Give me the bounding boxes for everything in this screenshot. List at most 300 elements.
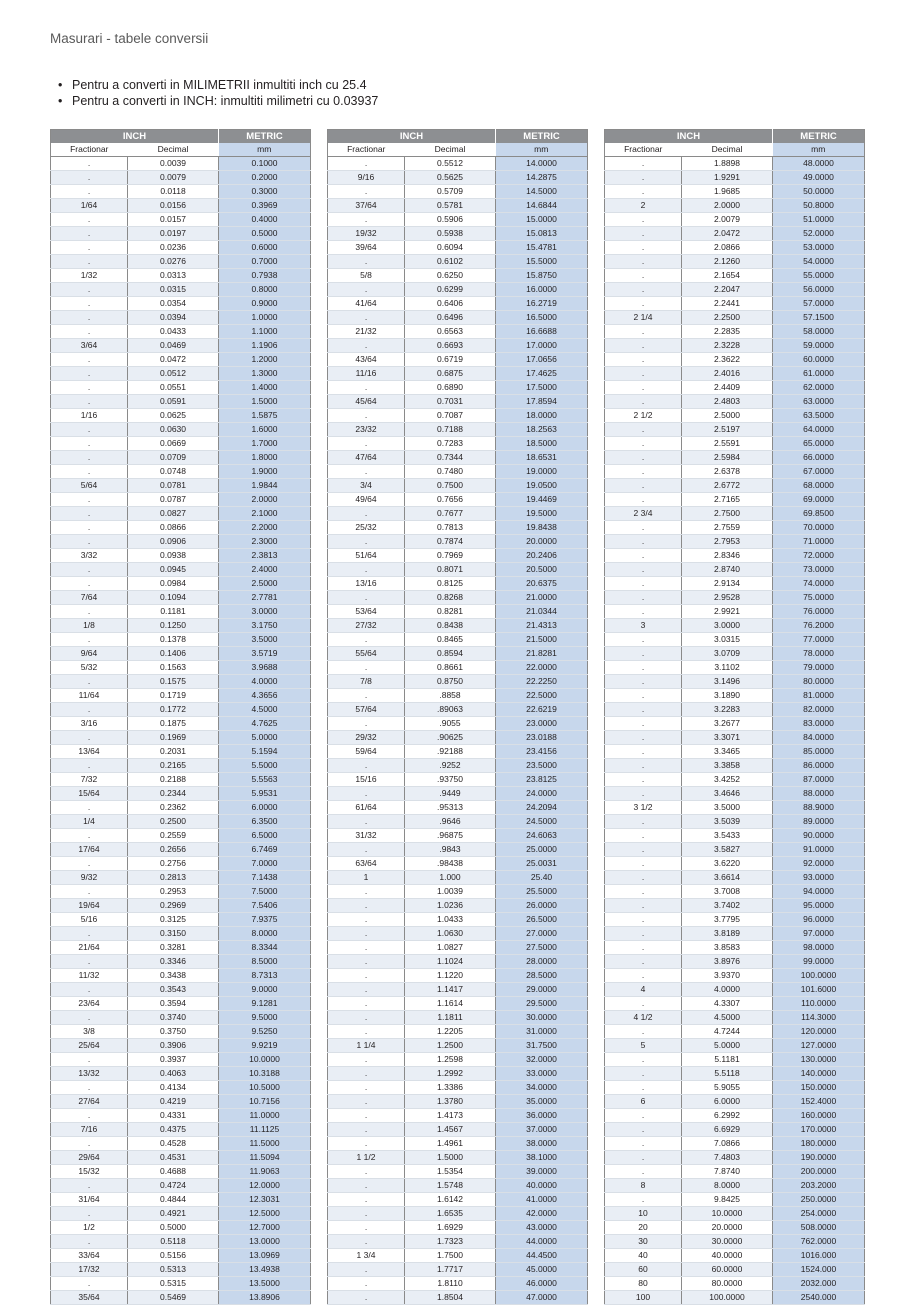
mm-cell: 1.4000 — [219, 381, 311, 395]
table-row — [605, 1081, 865, 1095]
mm-cell: 20.2406 — [496, 549, 588, 563]
decimal-cell: 9.8425 — [682, 1193, 773, 1207]
table-row — [51, 437, 311, 451]
table-row — [328, 1137, 588, 1151]
mm-cell: 69.8500 — [773, 507, 865, 521]
fractional-cell: . — [51, 675, 128, 689]
decimal-cell: 0.0156 — [128, 199, 219, 213]
table-row — [605, 703, 865, 717]
table-row — [51, 1039, 311, 1053]
mm-cell: 1.9844 — [219, 479, 311, 493]
decimal-cell: 7.0866 — [682, 1137, 773, 1151]
table-row — [328, 367, 588, 381]
fractional-cell: . — [605, 227, 682, 241]
fractional-cell: 31/64 — [51, 1193, 128, 1207]
decimal-cell: 3.1496 — [682, 675, 773, 689]
table-row — [51, 381, 311, 395]
mm-cell: 1.0000 — [219, 311, 311, 325]
table-row — [51, 493, 311, 507]
mm-cell: 92.0000 — [773, 857, 865, 871]
mm-cell: 23.5000 — [496, 759, 588, 773]
mm-cell: 37.0000 — [496, 1123, 588, 1137]
table-row — [328, 395, 588, 409]
decimal-cell: 0.6299 — [405, 283, 496, 297]
mm-cell: 95.0000 — [773, 899, 865, 913]
fractional-cell: 23/32 — [328, 423, 405, 437]
decimal-cell: 0.0039 — [128, 157, 219, 171]
decimal-cell: 0.3543 — [128, 983, 219, 997]
mm-cell: 18.0000 — [496, 409, 588, 423]
fractional-cell: 9/64 — [51, 647, 128, 661]
table-row — [328, 703, 588, 717]
fractional-cell: . — [51, 1235, 128, 1249]
decimal-cell: 0.3125 — [128, 913, 219, 927]
fractional-cell: . — [605, 759, 682, 773]
table-row — [605, 563, 865, 577]
fractional-cell: . — [51, 395, 128, 409]
decimal-cell: 0.5781 — [405, 199, 496, 213]
decimal-cell: 0.0938 — [128, 549, 219, 563]
decimal-cell: 2.0079 — [682, 213, 773, 227]
decimal-cell: 10.0000 — [682, 1207, 773, 1221]
decimal-cell: 0.0236 — [128, 241, 219, 255]
decimal-cell: 0.0394 — [128, 311, 219, 325]
mm-cell: 7.5000 — [219, 885, 311, 899]
decimal-cell: 1.6142 — [405, 1193, 496, 1207]
mm-cell: 30.0000 — [496, 1011, 588, 1025]
fractional-cell: . — [605, 913, 682, 927]
table-row — [605, 661, 865, 675]
fractional-cell: . — [605, 591, 682, 605]
mm-cell: 16.0000 — [496, 283, 588, 297]
table-row — [51, 857, 311, 871]
decimal-cell: 0.5315 — [128, 1277, 219, 1291]
mm-cell: 44.4500 — [496, 1249, 588, 1263]
mm-cell: 75.0000 — [773, 591, 865, 605]
mm-cell: 9.1281 — [219, 997, 311, 1011]
fractional-cell: . — [605, 731, 682, 745]
mm-cell: 200.0000 — [773, 1165, 865, 1179]
table-row — [51, 521, 311, 535]
table-row — [605, 619, 865, 633]
decimal-cell: 2.5000 — [682, 409, 773, 423]
table-row — [51, 773, 311, 787]
fractional-cell: . — [605, 773, 682, 787]
fractional-cell: . — [51, 493, 128, 507]
table-row — [605, 409, 865, 423]
fractional-cell: . — [328, 941, 405, 955]
fractional-cell: 2 — [605, 199, 682, 213]
table-row — [51, 1221, 311, 1235]
mm-cell: 71.0000 — [773, 535, 865, 549]
decimal-cell: 0.3150 — [128, 927, 219, 941]
table-row — [51, 717, 311, 731]
mm-cell: 14.6844 — [496, 199, 588, 213]
table-row — [51, 1123, 311, 1137]
table-row — [605, 535, 865, 549]
mm-column-header: mm — [496, 143, 588, 157]
decimal-cell: 3.7008 — [682, 885, 773, 899]
mm-cell: 762.0000 — [773, 1235, 865, 1249]
mm-cell: 13.0969 — [219, 1249, 311, 1263]
table-row — [51, 1207, 311, 1221]
decimal-cell: 0.0945 — [128, 563, 219, 577]
decimal-cell: 0.1406 — [128, 647, 219, 661]
fractional-cell: . — [605, 927, 682, 941]
inch-header: INCH — [51, 130, 219, 144]
decimal-cell: 0.2500 — [128, 815, 219, 829]
decimal-cell: 1.9685 — [682, 185, 773, 199]
fractional-cell: 13/64 — [51, 745, 128, 759]
fractional-cell: . — [605, 493, 682, 507]
mm-cell: 23.4156 — [496, 745, 588, 759]
table-row — [328, 311, 588, 325]
fractional-cell: . — [328, 1263, 405, 1277]
fractional-cell: . — [328, 1109, 405, 1123]
mm-cell: 45.0000 — [496, 1263, 588, 1277]
conversion-table-1 — [50, 129, 311, 1305]
table-row — [51, 661, 311, 675]
fractional-cell: . — [51, 241, 128, 255]
metric-header: METRIC — [773, 130, 865, 144]
decimal-cell: 0.8125 — [405, 577, 496, 591]
table-row — [51, 1025, 311, 1039]
fractional-cell: 27/64 — [51, 1095, 128, 1109]
decimal-cell: 2.4016 — [682, 367, 773, 381]
mm-cell: 17.8594 — [496, 395, 588, 409]
decimal-cell: 5.5118 — [682, 1067, 773, 1081]
table-row — [605, 423, 865, 437]
decimal-cell: 3.8583 — [682, 941, 773, 955]
table-row — [328, 1081, 588, 1095]
mm-cell: 25.40 — [496, 871, 588, 885]
decimal-cell: 0.1250 — [128, 619, 219, 633]
decimal-cell: 0.2756 — [128, 857, 219, 871]
fractional-cell: 1 1/4 — [328, 1039, 405, 1053]
table-row — [51, 983, 311, 997]
mm-cell: 82.0000 — [773, 703, 865, 717]
fractional-cell: . — [51, 759, 128, 773]
decimal-cell: 0.0781 — [128, 479, 219, 493]
mm-cell: 2.4000 — [219, 563, 311, 577]
mm-cell: 85.0000 — [773, 745, 865, 759]
table-row — [328, 1039, 588, 1053]
table-row — [328, 325, 588, 339]
mm-cell: 7.5406 — [219, 899, 311, 913]
table-row — [605, 493, 865, 507]
fractional-cell: . — [605, 437, 682, 451]
fractional-cell: 11/64 — [51, 689, 128, 703]
fractional-cell: 100 — [605, 1291, 682, 1305]
decimal-cell: 0.3740 — [128, 1011, 219, 1025]
fractional-cell: . — [328, 1025, 405, 1039]
mm-cell: 22.0000 — [496, 661, 588, 675]
fractional-cell: . — [328, 689, 405, 703]
decimal-cell: 0.3281 — [128, 941, 219, 955]
fractional-cell: . — [605, 829, 682, 843]
fractional-cell: 15/16 — [328, 773, 405, 787]
table-row — [605, 997, 865, 1011]
decimal-cell: 6.2992 — [682, 1109, 773, 1123]
table-row — [328, 1263, 588, 1277]
fractional-cell: . — [51, 1137, 128, 1151]
mm-cell: 1.2000 — [219, 353, 311, 367]
mm-cell: 49.0000 — [773, 171, 865, 185]
decimal-cell: 0.4531 — [128, 1151, 219, 1165]
table-row — [328, 577, 588, 591]
mm-cell: 254.0000 — [773, 1207, 865, 1221]
table-row — [605, 1165, 865, 1179]
fractional-cell: 27/32 — [328, 619, 405, 633]
decimal-cell: 1.8504 — [405, 1291, 496, 1305]
table-row — [51, 941, 311, 955]
mm-cell: 170.0000 — [773, 1123, 865, 1137]
decimal-cell: 1.5000 — [405, 1151, 496, 1165]
decimal-cell: 0.7344 — [405, 451, 496, 465]
mm-cell: 0.9000 — [219, 297, 311, 311]
decimal-cell: 0.3937 — [128, 1053, 219, 1067]
decimal-cell: 1.5354 — [405, 1165, 496, 1179]
fractional-cell: . — [605, 283, 682, 297]
decimal-cell: 6.0000 — [682, 1095, 773, 1109]
fractional-cell: . — [51, 955, 128, 969]
decimal-cell: 2.3228 — [682, 339, 773, 353]
mm-cell: 1.7000 — [219, 437, 311, 451]
decimal-cell: 6.6929 — [682, 1123, 773, 1137]
mm-cell: 48.0000 — [773, 157, 865, 171]
table-row — [51, 563, 311, 577]
table-row — [51, 1291, 311, 1305]
mm-cell: 22.2250 — [496, 675, 588, 689]
mm-cell: 24.0000 — [496, 787, 588, 801]
page-title: Masurari - tabele conversii — [50, 31, 209, 46]
decimal-cell: 1.2205 — [405, 1025, 496, 1039]
decimal-cell: 1.7323 — [405, 1235, 496, 1249]
decimal-cell: 80.0000 — [682, 1277, 773, 1291]
table-row — [605, 465, 865, 479]
fractional-cell: . — [605, 521, 682, 535]
decimal-cell: 0.6563 — [405, 325, 496, 339]
mm-cell: 24.6063 — [496, 829, 588, 843]
decimal-cell: 2.9134 — [682, 577, 773, 591]
fractional-cell: . — [51, 381, 128, 395]
decimal-column-header: Decimal — [405, 143, 496, 157]
fractional-cell: 1/2 — [51, 1221, 128, 1235]
mm-cell: 2.3813 — [219, 549, 311, 563]
table-row — [328, 1179, 588, 1193]
mm-cell: 33.0000 — [496, 1067, 588, 1081]
decimal-cell: 2.2835 — [682, 325, 773, 339]
mm-cell: 9.5250 — [219, 1025, 311, 1039]
table-row — [51, 213, 311, 227]
decimal-cell: 2.5197 — [682, 423, 773, 437]
fractional-cell: . — [51, 423, 128, 437]
mm-cell: 12.3031 — [219, 1193, 311, 1207]
decimal-cell: 1.8110 — [405, 1277, 496, 1291]
decimal-cell: 2.1260 — [682, 255, 773, 269]
table-row — [328, 689, 588, 703]
fractional-cell: 3/64 — [51, 339, 128, 353]
table-row — [328, 493, 588, 507]
decimal-cell: 0.1969 — [128, 731, 219, 745]
decimal-cell: 0.1563 — [128, 661, 219, 675]
fractional-cell: . — [328, 955, 405, 969]
table-row — [328, 885, 588, 899]
fractional-cell: 63/64 — [328, 857, 405, 871]
table-row — [328, 241, 588, 255]
decimal-cell: 0.6102 — [405, 255, 496, 269]
fractional-cell: . — [51, 325, 128, 339]
decimal-cell: 4.3307 — [682, 997, 773, 1011]
fractional-cell: . — [605, 563, 682, 577]
table-row — [605, 1109, 865, 1123]
table-row — [328, 857, 588, 871]
decimal-cell: 0.2165 — [128, 759, 219, 773]
fractional-cell: . — [605, 843, 682, 857]
table-row — [51, 465, 311, 479]
table-row — [51, 759, 311, 773]
decimal-cell: 0.8071 — [405, 563, 496, 577]
decimal-cell: 2.7165 — [682, 493, 773, 507]
fractional-cell: . — [605, 213, 682, 227]
mm-cell: 7.0000 — [219, 857, 311, 871]
decimal-cell: 0.3346 — [128, 955, 219, 969]
table-row — [51, 409, 311, 423]
decimal-cell: 3.5827 — [682, 843, 773, 857]
fractional-cell: 20 — [605, 1221, 682, 1235]
conversion-notes — [58, 77, 378, 109]
fractional-cell: . — [328, 563, 405, 577]
table-row — [605, 955, 865, 969]
decimal-cell: 0.0469 — [128, 339, 219, 353]
table-row — [605, 213, 865, 227]
decimal-cell: 0.7283 — [405, 437, 496, 451]
decimal-cell: 0.2969 — [128, 899, 219, 913]
mm-cell: 0.5000 — [219, 227, 311, 241]
mm-cell: 3.5000 — [219, 633, 311, 647]
table-row — [605, 325, 865, 339]
fractional-cell: . — [605, 787, 682, 801]
mm-cell: 15.5000 — [496, 255, 588, 269]
table-row — [328, 479, 588, 493]
table-row — [605, 1235, 865, 1249]
mm-cell: 99.0000 — [773, 955, 865, 969]
table-row — [328, 661, 588, 675]
decimal-cell: 0.0197 — [128, 227, 219, 241]
mm-cell: 11.0000 — [219, 1109, 311, 1123]
decimal-cell: .93750 — [405, 773, 496, 787]
mm-cell: 21.5000 — [496, 633, 588, 647]
decimal-cell: 3.1102 — [682, 661, 773, 675]
table-row — [328, 801, 588, 815]
mm-cell: 10.0000 — [219, 1053, 311, 1067]
table-row — [51, 297, 311, 311]
mm-cell: 57.0000 — [773, 297, 865, 311]
table-row — [328, 941, 588, 955]
decimal-cell: 0.2188 — [128, 773, 219, 787]
mm-cell: 39.0000 — [496, 1165, 588, 1179]
fractional-cell: . — [328, 409, 405, 423]
decimal-cell: 2.2500 — [682, 311, 773, 325]
decimal-cell: .96875 — [405, 829, 496, 843]
table-row — [51, 591, 311, 605]
decimal-cell: 1.1614 — [405, 997, 496, 1011]
table-row — [328, 255, 588, 269]
mm-cell: 2.1000 — [219, 507, 311, 521]
table-row — [605, 157, 865, 171]
decimal-cell: 2.4409 — [682, 381, 773, 395]
decimal-cell: 0.8268 — [405, 591, 496, 605]
fractional-cell: 57/64 — [328, 703, 405, 717]
table-row — [605, 1277, 865, 1291]
mm-cell: 25.5000 — [496, 885, 588, 899]
table-row — [51, 1277, 311, 1291]
mm-cell: 26.5000 — [496, 913, 588, 927]
fractional-cell: 5 — [605, 1039, 682, 1053]
fractional-cell: . — [605, 325, 682, 339]
table-row — [51, 241, 311, 255]
decimal-cell: .9252 — [405, 759, 496, 773]
table-row — [51, 955, 311, 969]
decimal-cell: 2.6378 — [682, 465, 773, 479]
mm-cell: 35.0000 — [496, 1095, 588, 1109]
table-row — [605, 1039, 865, 1053]
mm-cell: 21.4313 — [496, 619, 588, 633]
fractional-cell: . — [605, 997, 682, 1011]
fractional-cell: . — [605, 675, 682, 689]
decimal-cell: .9843 — [405, 843, 496, 857]
fractional-cell: . — [51, 255, 128, 269]
table-row — [328, 423, 588, 437]
fractional-cell: . — [328, 1291, 405, 1305]
decimal-cell: 0.5625 — [405, 171, 496, 185]
decimal-cell: 60.0000 — [682, 1263, 773, 1277]
decimal-cell: 0.0079 — [128, 171, 219, 185]
mm-cell: 15.0813 — [496, 227, 588, 241]
fractional-cell: 23/64 — [51, 997, 128, 1011]
decimal-cell: 3.8189 — [682, 927, 773, 941]
mm-cell: 20.6375 — [496, 577, 588, 591]
fractional-cell: . — [328, 997, 405, 1011]
mm-cell: 1.6000 — [219, 423, 311, 437]
fractional-cell: . — [51, 563, 128, 577]
table-row — [605, 1123, 865, 1137]
table-row — [328, 1123, 588, 1137]
mm-cell: 13.5000 — [219, 1277, 311, 1291]
table-row — [328, 507, 588, 521]
mm-cell: 9.5000 — [219, 1011, 311, 1025]
decimal-cell: 1.1024 — [405, 955, 496, 969]
table-row — [328, 1207, 588, 1221]
mm-cell: 38.1000 — [496, 1151, 588, 1165]
decimal-cell: .9646 — [405, 815, 496, 829]
fractional-cell: . — [51, 521, 128, 535]
mm-cell: 160.0000 — [773, 1109, 865, 1123]
mm-cell: 91.0000 — [773, 843, 865, 857]
decimal-cell: 1.1220 — [405, 969, 496, 983]
table-row — [328, 1249, 588, 1263]
mm-cell: 110.0000 — [773, 997, 865, 1011]
decimal-cell: 0.6250 — [405, 269, 496, 283]
fractional-cell: . — [328, 507, 405, 521]
table-row — [51, 199, 311, 213]
mm-cell: 0.7938 — [219, 269, 311, 283]
decimal-cell: 2.1654 — [682, 269, 773, 283]
fractional-cell: . — [328, 1193, 405, 1207]
mm-cell: 3.5719 — [219, 647, 311, 661]
mm-cell: 250.0000 — [773, 1193, 865, 1207]
mm-cell: 127.0000 — [773, 1039, 865, 1053]
